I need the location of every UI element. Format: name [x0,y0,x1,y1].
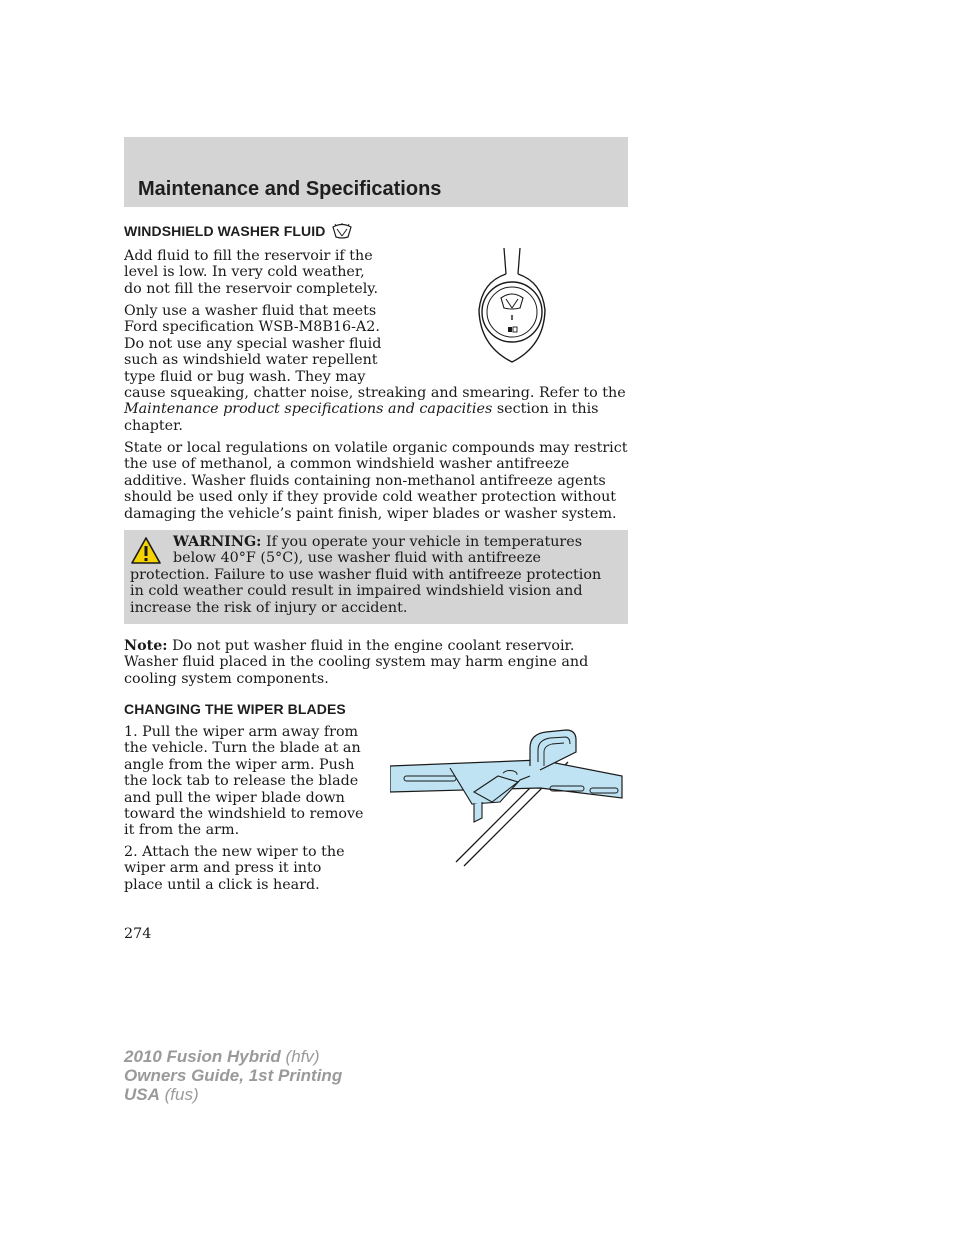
washer-para-3: State or local regulations on volatile organic compounds may restrict the use of methanol, a common windshield washer antifreeze additive. Washer fluids containing non-methanol antifreeze agents should be used only if they provide cold weather protection without damaging the vehicle’s paint finish, wiper blades or washer system. [124,440,628,522]
wiper-blades-heading [124,701,346,717]
note-label: Note: [124,638,168,654]
warning-box [124,530,628,624]
washer-para-2-line: Ford specification WSB-M8B16-A2. [124,319,380,336]
washer-fluid-icon [331,223,353,239]
washer-para-2-line: Do not use any special washer fluid [124,335,382,352]
footer-line-3 [124,1085,342,1104]
footer-line-2 [124,1066,342,1085]
section-title: Maintenance and Specifications [138,178,442,200]
footer-market: USA [124,1085,160,1104]
note-paragraph [124,638,628,687]
section-header-band [124,137,628,207]
manual-section-reference: Maintenance product specifications and capacities [124,401,493,418]
footer-model-code: (hfv) [280,1047,320,1066]
washer-para-2 [124,303,628,434]
washer-fluid-heading-text: WINDSHIELD WASHER FLUID [124,223,326,239]
wiper-blades-heading-text: CHANGING THE WIPER BLADES [124,701,346,717]
footer-printing: Owners Guide, 1st Printing [124,1066,343,1085]
footer-line-1 [124,1047,342,1066]
note-body: Do not put washer fluid in the engine coolant reservoir. Washer fluid placed in the cooling system may harm engine and cooling system components. [124,638,589,687]
washer-reservoir-cap-illustration [476,248,548,366]
warning-body: If you operate your vehicle in temperatures below 40°F (5°C), use washer fluid with antifreeze protection. Failure to use washer fluid with antifreeze protection in cold weather could result in impaired windshield vision and increase the risk of injury or accident. [130,534,602,616]
wiper-blade-illustration [390,722,624,868]
wiper-step-2: 2. Attach the new wiper to the wiper arm and press it into place until a click is heard. [124,844,345,893]
washer-fluid-heading [124,223,353,239]
document-footer [124,1047,342,1104]
washer-para-2-line: type fluid or bug wash. They may [124,368,366,385]
washer-para-2-tail: section in this chapter. [124,401,599,434]
wiper-step-1: 1. Pull the wiper arm away from the vehicle. Turn the blade at an angle from the wiper arm. Push the lock tab to release the blade and pull the wiper blade down toward the windshield to remove it from the arm. [124,724,364,839]
warning-label: WARNING: [173,534,262,550]
washer-para-2-line: such as windshield water repellent [124,352,378,369]
washer-para-1: Add fluid to fill the reservoir if the level is low. In very cold weather, do not fill the reservoir completely. [124,248,379,297]
washer-para-2-line: Only use a washer fluid that meets [124,303,377,319]
footer-market-code: (fus) [159,1085,199,1104]
washer-para-2-line: cause squeaking, chatter noise, streaking and smearing. Refer to the [124,385,626,402]
page-number: 274 [124,926,152,942]
warning-text [130,534,616,616]
footer-model: 2010 Fusion Hybrid [124,1047,281,1066]
